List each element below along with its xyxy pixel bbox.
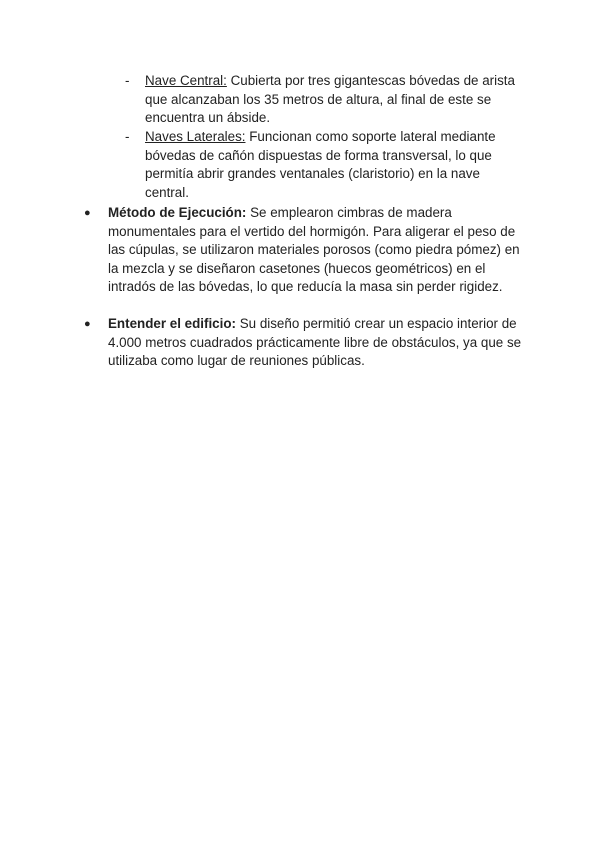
bullet-item-title: Método de Ejecución: — [108, 205, 247, 220]
bullet-item-title: Entender el edificio: — [108, 316, 236, 331]
bullet-item-text: Su diseño permitió crear un espacio interior de 4.000 metros cuadrados prácticamente libre de obstáculos, ya que se utilizaba como lugar de reuniones públicas. — [108, 316, 522, 369]
bullet-item-entender-edificio — [84, 315, 528, 371]
sublist-item-title: Naves Laterales: — [145, 129, 246, 144]
bullet-marker: ● — [84, 318, 91, 330]
sublist-item-naves-laterales — [125, 128, 525, 202]
sublist-item-title: Nave Central: — [145, 73, 227, 88]
bullet-marker: ● — [84, 207, 91, 219]
bullet-item-text: Se emplearon cimbras de madera monumentales para el vertido del hormigón. Para aligerar el peso de las cúpulas, se utilizaron materiales porosos (como piedra pómez) en la mezcla y se diseñaron casetones (huecos geométricos) en el intradós de las bóvedas, lo que reducía la masa sin perder rigidez. — [108, 205, 520, 295]
dash-marker: - — [125, 73, 130, 88]
dash-marker: - — [125, 129, 130, 144]
sublist-item-text: Funcionan como soporte lateral mediante bóvedas de cañón dispuestas de forma transversal, lo que permitía abrir grandes ventanales (claristorio) en la nave central. — [145, 129, 496, 200]
bullet-item-metodo-ejecucion — [84, 204, 528, 297]
sublist-item-text: Cubierta por tres gigantescas bóvedas de arista que alcanzaban los 35 metros de altura, al final de este se encuentra un ábside. — [145, 73, 515, 126]
sublist-item-nave-central — [125, 72, 525, 128]
